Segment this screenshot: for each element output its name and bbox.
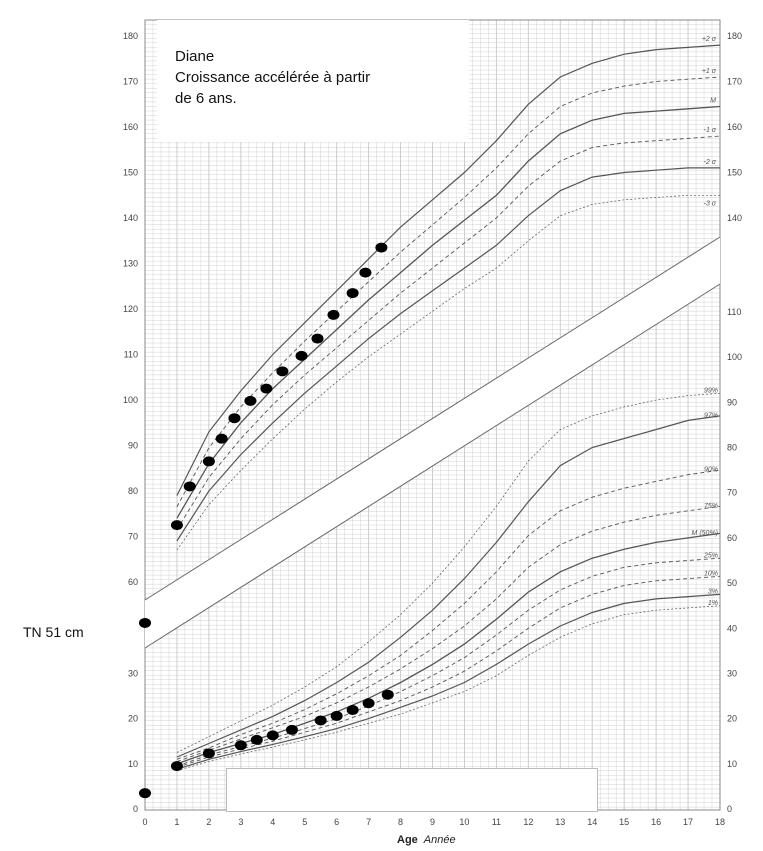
weight-tick-left: 10 [127,758,138,769]
height-point [375,243,387,253]
weight-point [171,761,183,771]
x-tick-label: 6 [334,817,340,827]
weight-curve-label: 1% [707,599,718,607]
height-tick-right: 180 [727,31,743,41]
weight-curve-label: 25% [703,552,718,560]
weight-tick-right: 70 [727,487,738,498]
weight-tick-left: 30 [127,668,138,679]
height-point [359,268,371,278]
weight-tick-right: 10 [727,758,738,769]
x-tick-label: 0 [142,817,148,827]
weight-tick-right: 30 [727,668,738,679]
height-tick-left: 80 [127,486,138,496]
x-tick-label: 13 [555,817,566,827]
x-tick-label: 5 [302,817,308,827]
height-tick-left: 180 [122,31,138,41]
height-tick-left: 150 [122,167,138,178]
weight-point [203,748,215,758]
weight-tick-right: 80 [727,442,738,453]
height-point [228,413,240,423]
weight-tick-right: 40 [727,623,738,634]
height-tick-left: 110 [123,349,138,360]
height-point [347,288,359,298]
height-tick-right: 150 [727,167,743,178]
height-tick-left: 160 [122,122,138,132]
height-tick-right: 140 [727,213,743,223]
curve-labels [692,36,718,607]
height-tick-right: 170 [727,76,743,87]
x-tick-label: 11 [491,817,502,827]
height-tick-right: 160 [727,122,743,132]
height-point [312,334,324,344]
weight-tick-right: 110 [727,307,742,317]
note-line-2: Croissance accélérée à partir [175,69,371,86]
height-tick-left: 90 [127,440,138,451]
weight-point [363,698,375,708]
weight-curve-label: 99% [703,387,718,395]
height-point [244,396,256,406]
weight-curve-label: 97% [703,412,718,420]
height-tick-left: 60 [127,577,138,587]
x-axis-title-bold: Age [397,834,418,846]
weight-point [251,735,263,745]
height-curve-label: +2 σ [701,36,716,44]
weight-tick-left: 20 [127,713,138,724]
weight-tick-right: 50 [727,578,738,589]
x-axis-title-italic: Année [423,834,456,846]
weight-point [267,730,279,740]
height-point [260,384,272,394]
x-axis-title [397,834,456,846]
x-tick-label: 3 [238,817,244,827]
x-tick-label: 7 [366,817,372,827]
weight-point [235,740,247,750]
height-tick-left: 130 [122,258,138,269]
weight-curve-label: 10% [703,570,718,578]
x-tick-label: 16 [651,817,662,827]
x-tick-label: 18 [714,817,726,827]
height-curve-label: -3 σ [703,200,716,208]
height-point [184,481,196,491]
height-point [276,366,288,376]
x-tick-label: 17 [683,817,694,827]
weight-curve-label: 90% [703,466,718,474]
height-point [296,351,308,361]
height-curve-label: M [710,97,716,105]
x-tick-label: 10 [459,817,470,827]
weight-tick-right: 90 [727,397,738,408]
birth-length-note: TN 51 cm [23,624,84,640]
x-tick-label: 2 [206,817,212,827]
weight-tick-left: 0 [132,804,138,814]
height-tick-left: 140 [122,213,138,223]
height-tick-left: 120 [122,304,138,314]
weight-point [347,705,359,715]
height-point [327,310,339,320]
height-point [171,520,183,530]
weight-curve-label: M (50%) [691,529,718,537]
patient-name: Diane [175,48,215,65]
weight-tick-right: 60 [727,532,738,543]
height-tick-left: 170 [122,76,138,87]
height-curve-label: -2 σ [703,158,716,166]
x-tick-label: 14 [587,817,598,827]
weight-tick-right: 100 [727,352,743,363]
patient-note [157,20,469,142]
x-tick-label: 4 [270,817,276,827]
weight-tick-right: 0 [727,804,733,814]
x-tick-label: 8 [398,817,404,827]
weight-point [139,788,151,798]
x-tick-label: 1 [174,817,180,827]
height-curve-label: -1 σ [703,127,716,135]
note-line-3: de 6 ans. [175,90,237,107]
weight-point [331,711,343,721]
x-tick-label: 9 [429,817,436,827]
height-tick-left: 100 [122,395,138,405]
height-point [203,456,215,466]
weight-point [286,725,298,735]
height-point [139,618,151,628]
weight-point [382,690,394,700]
height-point [216,434,228,444]
weight-point [315,715,327,725]
x-tick-label: 12 [523,817,534,827]
height-curve-label: +1 σ [701,67,716,75]
weight-curve-label: 75% [703,502,718,510]
blank-label-box [226,768,598,812]
x-tick-label: 15 [619,817,630,827]
weight-curve-label: 3% [707,588,718,596]
height-tick-left: 70 [127,531,138,542]
weight-tick-right: 20 [727,713,738,724]
